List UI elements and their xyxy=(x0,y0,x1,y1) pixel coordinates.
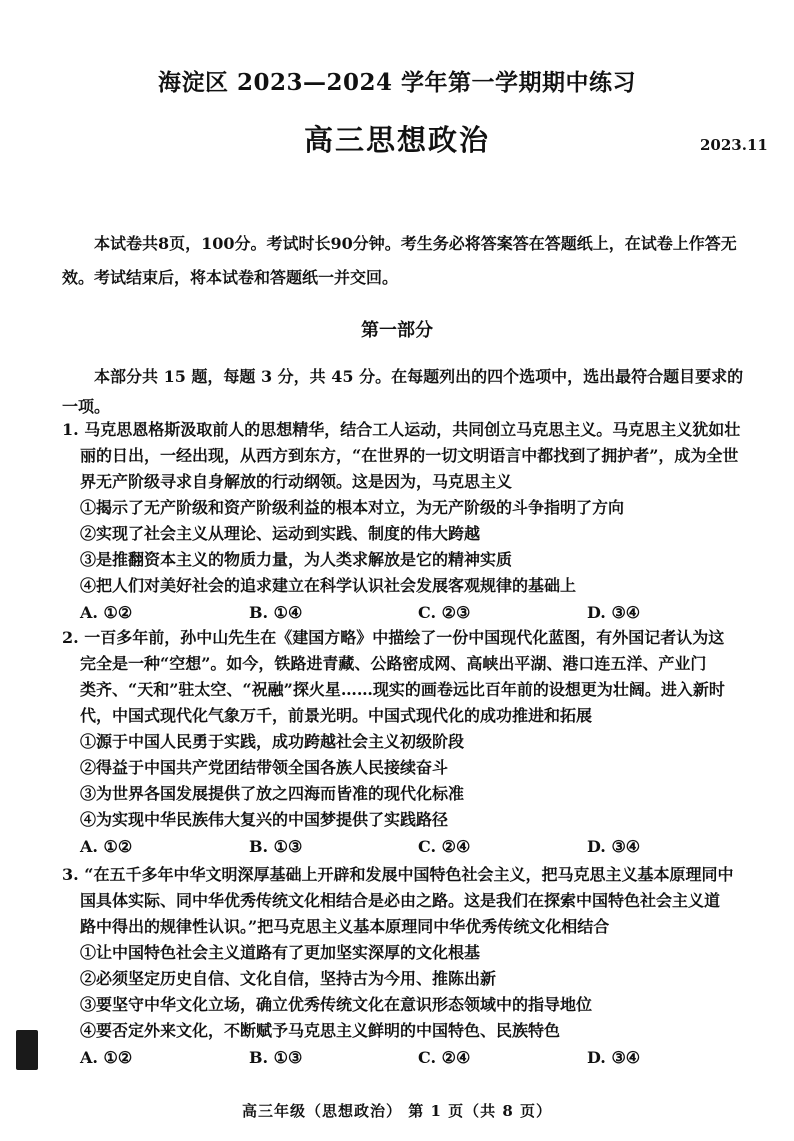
question-line: 类齐、“天和”驻太空、“祝融”探火星……现实的画卷远比百年前的设想更为壮阔。进入新时 xyxy=(80,680,725,699)
statement-option: ②必须坚定历史自信、文化自信，坚持古为今用、推陈出新 xyxy=(80,969,497,988)
choice-c: C. ②④ xyxy=(418,837,471,856)
question-text: 一百多年前，孙中山先生在《建国方略》中描绘了一份中国现代化蓝图，有外国记者认为这 xyxy=(84,628,725,647)
answer-choices xyxy=(62,599,756,627)
statement-option: ②得益于中国共产党团结带领全国各族人民接续奋斗 xyxy=(80,758,449,777)
question-line: 国具体实际、同中华优秀传统文化相结合是必由之路。这是我们在探索中国特色社会主义道 xyxy=(80,891,721,910)
question-line: 完全是一种“空想”。如今，铁路进青藏、公路密成网、高峡出平湖、港口连五洋、产业门 xyxy=(80,654,707,673)
statement-option: ②实现了社会主义从理论、运动到实践、制度的伟大跨越 xyxy=(80,524,481,543)
choice-b: B. ①③ xyxy=(249,837,303,856)
exam-title: 海淀区 2023—2024 学年第一学期期中练习 xyxy=(157,69,637,96)
question-number: 1. xyxy=(62,420,79,439)
question-line xyxy=(62,862,756,888)
statement-option: ④要否定外来文化，不断赋予马克思主义鲜明的中国特色、民族特色 xyxy=(80,1021,561,1040)
question-line: 路中得出的规律性认识。”把马克思主义基本原理同中华优秀传统文化相结合 xyxy=(80,917,610,936)
question-line: 代，中国式现代化气象万千，前景光明。中国式现代化的成功推进和拓展 xyxy=(80,706,593,725)
question-number: 3. xyxy=(62,865,79,884)
statement-option: ①让中国特色社会主义道路有了更加坚实深厚的文化根基 xyxy=(80,943,481,962)
statement-option: ④把人们对美好社会的追求建立在科学认识社会发展客观规律的基础上 xyxy=(80,576,577,595)
choice-a: A. ①② xyxy=(80,1048,133,1067)
statement-option: ③为世界各国发展提供了放之四海而皆准的现代化标准 xyxy=(80,784,465,803)
choice-b: B. ①③ xyxy=(249,1048,303,1067)
question-line: 丽的日出，一经出现，从西方到东方，“在世界的一切文明语言中都找到了拥护者”，成为全世 xyxy=(80,446,739,465)
statement-option: ③要坚守中华文化立场，确立优秀传统文化在意识形态领域中的指导地位 xyxy=(80,995,593,1014)
choice-a: A. ①② xyxy=(80,837,133,856)
question-1 xyxy=(62,417,756,627)
statement-option: ①揭示了无产阶级和资产阶级利益的根本对立，为无产阶级的斗争指明了方向 xyxy=(80,498,625,517)
answer-choices xyxy=(62,1044,756,1072)
statement-option: ③是推翻资本主义的物质力量，为人类求解放是它的精神实质 xyxy=(80,550,513,569)
choice-d: D. ③④ xyxy=(587,837,641,856)
exam-date: 2023.11 xyxy=(700,136,768,154)
answer-choices xyxy=(62,833,756,861)
question-line: 界无产阶级寻求自身解放的行动纲领。这是因为，马克思主义 xyxy=(80,472,513,491)
binding-mark xyxy=(16,1030,38,1070)
question-line xyxy=(62,625,756,651)
page-footer: 高三年级（思想政治） 第 1 页（共 8 页） xyxy=(242,1102,552,1120)
question-number: 2. xyxy=(62,628,79,647)
choice-c: C. ②③ xyxy=(418,603,471,622)
question-2 xyxy=(62,625,756,861)
subject-title: 高三思想政治 xyxy=(303,123,490,157)
choice-b: B. ①④ xyxy=(249,603,303,622)
question-text: “在五千多年中华文明深厚基础上开辟和发展中国特色社会主义，把马克思主义基本原理同中 xyxy=(84,865,734,884)
question-text: 马克思恩格斯汲取前人的思想精华，结合工人运动，共同创立马克思主义。马克思主义犹如壮 xyxy=(84,420,741,439)
choice-a: A. ①② xyxy=(80,603,133,622)
choice-d: D. ③④ xyxy=(587,603,641,622)
part-instructions: 本部分共 15 题，每题 3 分，共 45 分。在每题列出的四个选项中，选出最符合题目要求的一项。 xyxy=(62,367,744,416)
part-title: 第一部分 xyxy=(361,320,433,341)
statement-option: ①源于中国人民勇于实践，成功跨越社会主义初级阶段 xyxy=(80,732,465,751)
statement-option: ④为实现中华民族伟大复兴的中国梦提供了实践路径 xyxy=(80,810,449,829)
choice-c: C. ②④ xyxy=(418,1048,471,1067)
exam-instructions: 本试卷共8页，100分。考试时长90分钟。考生务必将答案答在答题纸上，在试卷上作答无效。考试结束后，将本试卷和答题纸一并交回。 xyxy=(62,234,737,287)
choice-d: D. ③④ xyxy=(587,1048,641,1067)
question-line xyxy=(62,417,756,443)
question-3 xyxy=(62,862,756,1072)
